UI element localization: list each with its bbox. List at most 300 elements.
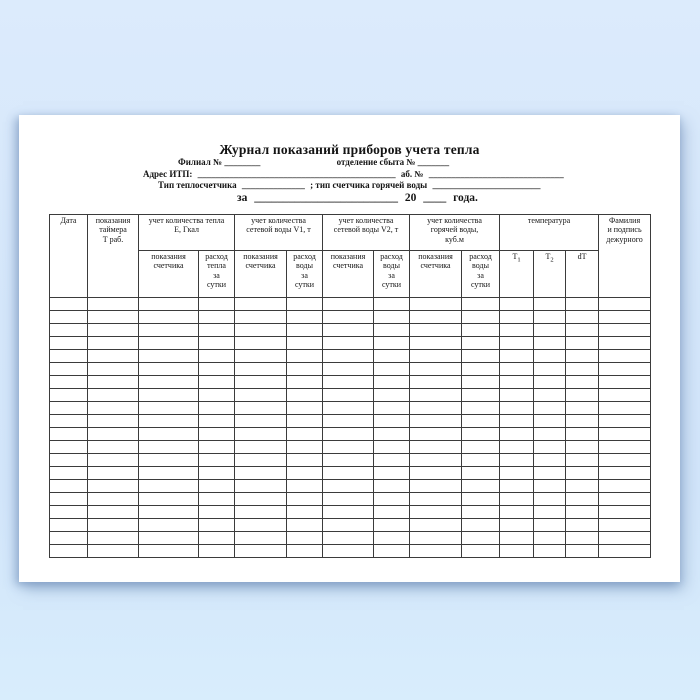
empty-cell <box>410 427 462 440</box>
empty-cell <box>374 531 410 544</box>
empty-cell <box>50 414 88 427</box>
empty-cell <box>566 518 599 531</box>
empty-cell <box>88 518 139 531</box>
empty-cell <box>287 349 323 362</box>
empty-cell <box>50 336 88 349</box>
col-group-heat-quantity: учет количества тепла Е, Гкал <box>139 214 235 250</box>
empty-cell <box>534 375 566 388</box>
empty-cell <box>88 427 139 440</box>
empty-cell <box>323 505 374 518</box>
empty-cell <box>139 336 199 349</box>
empty-cell <box>287 544 323 557</box>
empty-cell <box>139 362 199 375</box>
table-row <box>50 297 651 310</box>
empty-cell <box>500 297 534 310</box>
empty-cell <box>139 492 199 505</box>
empty-cell <box>199 375 235 388</box>
empty-cell <box>139 388 199 401</box>
empty-cell <box>88 310 139 323</box>
year-prefix: 20 <box>404 191 417 204</box>
empty-cell <box>374 505 410 518</box>
empty-cell <box>374 466 410 479</box>
empty-cell <box>199 414 235 427</box>
empty-cell <box>50 479 88 492</box>
empty-cell <box>287 505 323 518</box>
empty-cell <box>287 440 323 453</box>
empty-cell <box>50 375 88 388</box>
heat-meter-type-label: Тип теплосчетчика <box>158 180 237 190</box>
readings-table <box>49 214 651 558</box>
empty-cell <box>410 323 462 336</box>
empty-cell <box>500 349 534 362</box>
table-row <box>50 310 651 323</box>
empty-cell <box>374 388 410 401</box>
empty-cell <box>462 440 500 453</box>
empty-cell <box>374 323 410 336</box>
empty-cell <box>50 466 88 479</box>
empty-cell <box>566 453 599 466</box>
empty-cell <box>462 453 500 466</box>
empty-cell <box>287 531 323 544</box>
empty-cell <box>235 375 287 388</box>
empty-cell <box>599 531 651 544</box>
empty-cell <box>323 492 374 505</box>
form-line-branch <box>19 157 680 169</box>
empty-cell <box>139 479 199 492</box>
page-title: Журнал показаний приборов учета тепла <box>219 142 480 157</box>
empty-cell <box>287 479 323 492</box>
subscriber-number-blank: ______________________________ <box>428 168 564 179</box>
empty-cell <box>139 427 199 440</box>
empty-cell <box>139 349 199 362</box>
empty-cell <box>410 453 462 466</box>
subcol-v1-meter-readings: показания счетчика <box>235 250 287 297</box>
empty-cell <box>566 401 599 414</box>
empty-cell <box>410 466 462 479</box>
empty-cell <box>566 466 599 479</box>
empty-cell <box>534 453 566 466</box>
empty-cell <box>566 349 599 362</box>
empty-cell <box>235 518 287 531</box>
table-row <box>50 518 651 531</box>
empty-cell <box>566 310 599 323</box>
empty-cell <box>287 362 323 375</box>
empty-cell <box>500 401 534 414</box>
empty-cell <box>50 310 88 323</box>
empty-cell <box>566 388 599 401</box>
empty-cell <box>235 466 287 479</box>
address-label: Адрес ИТП: <box>143 168 193 179</box>
form-line-meter-types <box>158 180 680 192</box>
empty-cell <box>323 401 374 414</box>
col-header-signature: Фамилия и подпись дежурного <box>599 214 651 297</box>
empty-cell <box>199 544 235 557</box>
subcol-v2-daily-consumption: расход воды за сутки <box>374 250 410 297</box>
empty-cell <box>287 427 323 440</box>
empty-cell <box>500 310 534 323</box>
empty-cell <box>88 375 139 388</box>
empty-cell <box>139 414 199 427</box>
table-row <box>50 323 651 336</box>
table-row <box>50 336 651 349</box>
empty-cell <box>323 375 374 388</box>
empty-cell <box>566 336 599 349</box>
empty-cell <box>599 544 651 557</box>
empty-cell <box>410 349 462 362</box>
subcol-t1 <box>500 250 534 297</box>
empty-cell <box>566 427 599 440</box>
empty-cell <box>199 492 235 505</box>
empty-cell <box>599 492 651 505</box>
empty-cell <box>374 349 410 362</box>
empty-cell <box>534 349 566 362</box>
empty-cell <box>287 414 323 427</box>
empty-cell <box>374 492 410 505</box>
table-row <box>50 466 651 479</box>
empty-cell <box>88 440 139 453</box>
empty-cell <box>50 492 88 505</box>
table-row <box>50 505 651 518</box>
empty-cell <box>500 362 534 375</box>
empty-cell <box>323 414 374 427</box>
empty-cell <box>323 323 374 336</box>
empty-cell <box>287 388 323 401</box>
col-group-network-water-v1: учет количества сетевой воды V1, т <box>235 214 323 250</box>
table-row <box>50 440 651 453</box>
empty-cell <box>323 388 374 401</box>
hot-water-meter-type-blank: ________________________ <box>432 180 541 190</box>
empty-cell <box>599 427 651 440</box>
empty-cell <box>534 362 566 375</box>
empty-cell <box>50 531 88 544</box>
hot-water-meter-type-label: ; тип счетчика горячей воды <box>310 180 428 190</box>
t1-label: T <box>512 251 518 261</box>
empty-cell <box>500 414 534 427</box>
subcol-heat-meter-readings: показания счетчика <box>139 250 199 297</box>
empty-cell <box>88 531 139 544</box>
empty-cell <box>139 440 199 453</box>
heat-meter-type-blank: ______________ <box>241 180 305 190</box>
empty-cell <box>534 505 566 518</box>
empty-cell <box>566 375 599 388</box>
empty-cell <box>599 414 651 427</box>
year-suffix: года. <box>453 191 478 204</box>
empty-cell <box>88 414 139 427</box>
empty-cell <box>410 362 462 375</box>
empty-cell <box>599 349 651 362</box>
empty-cell <box>88 323 139 336</box>
empty-cell <box>235 531 287 544</box>
empty-cell <box>410 518 462 531</box>
empty-cell <box>199 336 235 349</box>
branch-number-field: Филиал № ________ <box>178 157 261 167</box>
empty-cell <box>323 349 374 362</box>
table-row <box>50 492 651 505</box>
empty-cell <box>374 544 410 557</box>
empty-cell <box>534 336 566 349</box>
address-blank: ____________________________________________ <box>197 168 396 179</box>
empty-cell <box>500 453 534 466</box>
empty-cell <box>599 362 651 375</box>
empty-cell <box>462 505 500 518</box>
empty-cell <box>566 362 599 375</box>
empty-cell <box>88 401 139 414</box>
empty-cell <box>323 531 374 544</box>
col-group-hot-water: учет количества горячей воды, куб.м <box>410 214 500 250</box>
empty-cell <box>599 310 651 323</box>
table-row <box>50 544 651 557</box>
empty-cell <box>374 401 410 414</box>
empty-cell <box>599 297 651 310</box>
empty-cell <box>50 518 88 531</box>
empty-cell <box>410 297 462 310</box>
empty-cell <box>599 505 651 518</box>
empty-cell <box>462 297 500 310</box>
empty-cell <box>410 479 462 492</box>
empty-cell <box>500 466 534 479</box>
empty-cell <box>287 336 323 349</box>
form-line-period <box>237 192 680 205</box>
empty-cell <box>410 531 462 544</box>
empty-cell <box>500 492 534 505</box>
empty-cell <box>235 349 287 362</box>
empty-cell <box>374 336 410 349</box>
empty-cell <box>139 323 199 336</box>
empty-cell <box>566 414 599 427</box>
empty-cell <box>410 336 462 349</box>
empty-cell <box>50 323 88 336</box>
empty-cell <box>323 297 374 310</box>
empty-cell <box>566 297 599 310</box>
subcol-v2-meter-readings: показания счетчика <box>323 250 374 297</box>
empty-cell <box>534 518 566 531</box>
empty-cell <box>235 544 287 557</box>
empty-cell <box>534 414 566 427</box>
empty-cell <box>199 401 235 414</box>
col-header-timer: показания таймера Т раб. <box>88 214 139 297</box>
table-row <box>50 349 651 362</box>
empty-cell <box>323 518 374 531</box>
empty-cell <box>374 414 410 427</box>
table-row <box>50 453 651 466</box>
t1-subscript: 1 <box>517 256 521 264</box>
empty-cell <box>374 440 410 453</box>
empty-cell <box>566 505 599 518</box>
empty-cell <box>500 479 534 492</box>
empty-cell <box>199 479 235 492</box>
table-row <box>50 362 651 375</box>
empty-cell <box>139 531 199 544</box>
empty-cell <box>462 310 500 323</box>
subcol-hot-daily-consumption: расход воды за сутки <box>462 250 500 297</box>
empty-cell <box>199 453 235 466</box>
empty-cell <box>599 388 651 401</box>
empty-cell <box>374 453 410 466</box>
empty-cell <box>500 336 534 349</box>
table-row <box>50 531 651 544</box>
empty-cell <box>235 440 287 453</box>
empty-cell <box>374 375 410 388</box>
empty-cell <box>410 505 462 518</box>
empty-cell <box>599 401 651 414</box>
empty-cell <box>50 427 88 440</box>
empty-cell <box>534 310 566 323</box>
empty-cell <box>199 466 235 479</box>
subcol-heat-daily-consumption: расход тепла за сутки <box>199 250 235 297</box>
table-row <box>50 414 651 427</box>
empty-cell <box>235 453 287 466</box>
document-page <box>19 115 680 582</box>
empty-cell <box>374 518 410 531</box>
empty-cell <box>287 492 323 505</box>
empty-cell <box>235 323 287 336</box>
empty-cell <box>235 401 287 414</box>
empty-cell <box>139 375 199 388</box>
empty-cell <box>534 388 566 401</box>
empty-cell <box>235 336 287 349</box>
empty-cell <box>599 466 651 479</box>
empty-cell <box>500 323 534 336</box>
empty-cell <box>566 479 599 492</box>
table-row <box>50 479 651 492</box>
empty-cell <box>199 323 235 336</box>
empty-cell <box>410 375 462 388</box>
empty-cell <box>235 427 287 440</box>
empty-cell <box>500 388 534 401</box>
subcol-dt: dT <box>566 250 599 297</box>
empty-cell <box>235 505 287 518</box>
table-row <box>50 388 651 401</box>
empty-cell <box>599 323 651 336</box>
empty-cell <box>566 544 599 557</box>
empty-cell <box>534 440 566 453</box>
empty-cell <box>199 427 235 440</box>
empty-cell <box>199 310 235 323</box>
empty-cell <box>462 375 500 388</box>
empty-cell <box>235 479 287 492</box>
empty-cell <box>50 440 88 453</box>
period-blank: _________________________ <box>254 191 398 204</box>
col-group-temperature: температура <box>500 214 599 250</box>
empty-cell <box>139 505 199 518</box>
empty-cell <box>287 375 323 388</box>
empty-cell <box>199 505 235 518</box>
subcol-t2 <box>534 250 566 297</box>
empty-cell <box>323 479 374 492</box>
empty-cell <box>462 427 500 440</box>
empty-cell <box>534 427 566 440</box>
empty-cell <box>199 349 235 362</box>
empty-cell <box>88 336 139 349</box>
empty-cell <box>50 297 88 310</box>
empty-cell <box>323 336 374 349</box>
empty-cell <box>287 297 323 310</box>
empty-cell <box>500 544 534 557</box>
empty-cell <box>374 427 410 440</box>
empty-cell <box>199 362 235 375</box>
empty-cell <box>199 297 235 310</box>
empty-cell <box>534 401 566 414</box>
empty-cell <box>500 440 534 453</box>
empty-cell <box>323 544 374 557</box>
empty-cell <box>50 401 88 414</box>
empty-cell <box>566 531 599 544</box>
empty-cell <box>88 388 139 401</box>
empty-cell <box>199 440 235 453</box>
empty-cell <box>534 531 566 544</box>
empty-cell <box>534 544 566 557</box>
empty-cell <box>599 375 651 388</box>
empty-cell <box>235 297 287 310</box>
empty-cell <box>323 440 374 453</box>
sales-department-field: отделение сбыта № _______ <box>336 157 450 167</box>
empty-cell <box>599 479 651 492</box>
empty-cell <box>500 531 534 544</box>
col-group-network-water-v2: учет количества сетевой воды V2, т <box>323 214 410 250</box>
empty-cell <box>139 453 199 466</box>
empty-cell <box>462 336 500 349</box>
empty-cell <box>50 505 88 518</box>
empty-cell <box>500 505 534 518</box>
empty-cell <box>599 336 651 349</box>
empty-cell <box>50 362 88 375</box>
empty-cell <box>88 362 139 375</box>
empty-cell <box>287 323 323 336</box>
empty-cell <box>88 479 139 492</box>
empty-cell <box>462 518 500 531</box>
empty-cell <box>50 388 88 401</box>
empty-cell <box>287 518 323 531</box>
empty-cell <box>323 427 374 440</box>
empty-cell <box>500 427 534 440</box>
empty-cell <box>534 479 566 492</box>
empty-cell <box>139 297 199 310</box>
empty-cell <box>235 388 287 401</box>
empty-cell <box>462 466 500 479</box>
empty-cell <box>374 479 410 492</box>
empty-cell <box>462 349 500 362</box>
empty-cell <box>410 388 462 401</box>
empty-cell <box>323 466 374 479</box>
empty-cell <box>139 518 199 531</box>
empty-cell <box>287 466 323 479</box>
empty-cell <box>566 492 599 505</box>
empty-cell <box>462 362 500 375</box>
empty-cell <box>374 297 410 310</box>
empty-cell <box>88 297 139 310</box>
empty-cell <box>410 310 462 323</box>
empty-cell <box>88 505 139 518</box>
empty-cell <box>462 492 500 505</box>
empty-cell <box>50 349 88 362</box>
table-row <box>50 375 651 388</box>
empty-cell <box>323 310 374 323</box>
empty-cell <box>566 440 599 453</box>
subcol-hot-meter-readings: показания счетчика <box>410 250 462 297</box>
empty-cell <box>566 323 599 336</box>
year-blank: ____ <box>423 191 447 204</box>
subcol-v1-daily-consumption: расход воды за сутки <box>287 250 323 297</box>
table-row <box>50 401 651 414</box>
empty-cell <box>323 453 374 466</box>
empty-cell <box>235 414 287 427</box>
subscriber-number-label: аб. № <box>400 168 424 179</box>
empty-cell <box>139 466 199 479</box>
empty-cell <box>88 466 139 479</box>
empty-cell <box>50 453 88 466</box>
empty-cell <box>462 544 500 557</box>
empty-cell <box>599 440 651 453</box>
